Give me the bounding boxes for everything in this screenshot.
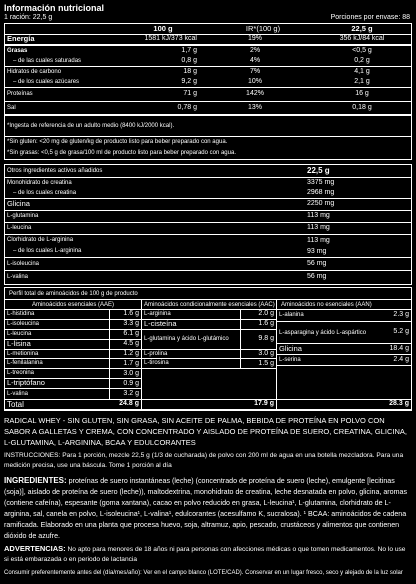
other-row-creatine	[5, 178, 411, 199]
conditional-column	[142, 310, 277, 399]
nutrient-value-100g: 71 g	[183, 90, 197, 98]
ingredient-name: Glicina	[7, 199, 30, 209]
nutrient-ir: 2%	[249, 47, 261, 54]
ingredient-value: 2250 mg	[307, 200, 335, 208]
amino-value: 3.2 g	[109, 389, 141, 399]
nutrient-value-100g: 1581 kJ/373 kcal	[144, 35, 197, 43]
ingredients-text: proteínas de suero instantáneas (leche) (concentrado de proteína de suero (leche), emulgente [lecitinas (soja)], aislado de proteína de suero (leche)), maltodextrina, monohidrato de creatina, leche desnatada en polvo, glicina, aromas (contiene cafeína), espesante (goma xantana), cacao en polvo reducido en grasa, L-leucina¹, L-glutamina, clorhidrato de L-arginina, sal, canela en polvo, L-isoleucina¹, L-valina¹, edulcorantes (acesulfamo K, sucralosa). ¹ BCAA: aminoácidos de cadena ramificada. Elaborado en una planta que procesa huevo, soja, altramuz, apio, pescado, crustáceos y alimentos que contienen dióxido de azufre.	[4, 477, 407, 541]
ingredient-name: Monohidrato de creatina	[7, 180, 72, 186]
amino-total-row	[5, 399, 411, 411]
ingredient-value: 3375 mg	[307, 179, 335, 186]
ingredients-label: INGREDIENTES:	[4, 476, 67, 486]
nutrition-row-fat	[5, 46, 411, 67]
amino-name: L-valina	[7, 390, 29, 397]
amino-value: 18.4 g	[389, 344, 409, 352]
ingredient-value: 113 mg	[307, 212, 330, 220]
total-label: Total	[7, 399, 24, 409]
best-before: Consumir preferentemente antes del (día/mes/año): Ver en el campo blanco (LOTE/CAD). Conservar en un lugar fresco, seco y alejado de la luz solar	[4, 570, 403, 577]
amino-profile-table	[4, 287, 412, 411]
nutrition-row-protein	[5, 88, 411, 102]
total-conditional: 17.9 g	[142, 400, 277, 409]
ingredients	[4, 475, 412, 542]
ingredient-value: 93 mg	[307, 248, 327, 255]
nutrient-name: – de las cuales saturadas	[13, 58, 82, 64]
nutrient-name: Hidratos de carbono	[7, 69, 62, 75]
ingredient-name: L-glutamina	[7, 213, 39, 220]
amino-name: L-fenilalanina	[7, 360, 43, 367]
nutrition-title: Información nutricional	[4, 3, 105, 13]
amino-row	[277, 322, 411, 344]
amino-value: 4.5 g	[109, 340, 141, 349]
amino-value: 2.3 g	[393, 311, 409, 319]
nutrient-name: – de los cuales azúcares	[13, 79, 80, 85]
nutrient-name: Grasas	[7, 48, 28, 54]
amino-name: L-lisina	[7, 338, 31, 348]
amino-value: 1.7 g	[109, 359, 141, 368]
nonessential-header: Aminoácidos no esenciales (AAN)	[281, 302, 372, 308]
nutrient-ir: 142%	[246, 90, 264, 98]
amino-value: 3.0 g	[109, 369, 141, 378]
amino-name: L-treonina	[7, 370, 35, 377]
amino-row	[277, 344, 411, 355]
other-row-glycine	[5, 199, 411, 211]
other-ingredients-table	[4, 164, 412, 285]
nutrient-ir: 4%	[249, 57, 261, 64]
amino-name: L-cisteína	[144, 319, 177, 329]
amino-row	[5, 350, 141, 360]
nutrient-value-100g: 9,2 g	[181, 78, 197, 85]
amino-name: L-arginina	[144, 311, 171, 317]
other-ingredients-title: Otros ingredientes activos añadidos	[7, 167, 103, 174]
amino-row	[277, 355, 411, 366]
nutrient-ir: 13%	[247, 103, 262, 111]
ingredient-value: 56 mg	[307, 259, 327, 267]
col-serving: 22,5 g	[351, 23, 373, 33]
nutrition-row-energy	[5, 35, 411, 46]
nutrient-value-100g: 18 g	[183, 68, 197, 75]
servings-per-container: Porciones por envase: 88	[330, 14, 410, 21]
amino-row	[5, 389, 141, 399]
nutrient-name: Energía	[7, 34, 35, 44]
amino-body	[5, 310, 411, 399]
warnings-label: ADVERTENCIAS:	[4, 544, 66, 554]
conditional-header: Aminoácidos condicionalmente esenciales (AAC)	[142, 300, 277, 309]
footnote-fat: *Sin grasas: <0,5 g de grasa/100 ml de producto listo para beber preparado con agua.	[7, 150, 236, 156]
ingredient-value: 56 mg	[307, 273, 327, 281]
amino-name: L-tirosina	[144, 360, 169, 367]
amino-name: L-isoleucina	[7, 320, 40, 327]
nutrition-table	[4, 23, 412, 160]
nonessential-column	[277, 310, 411, 399]
col-100g: 100 g	[153, 23, 173, 33]
nutrient-value-100g: 1,7 g	[181, 47, 197, 54]
essential-header: Aminoácidos esenciales (AAE)	[5, 300, 142, 309]
other-row-leucine	[5, 223, 411, 235]
nutrient-value-serving: 356 kJ/84 kcal	[339, 35, 385, 43]
amino-row	[142, 359, 276, 369]
amino-value: 2.0 g	[240, 310, 276, 319]
amino-value: 2.4 g	[393, 355, 409, 363]
nutrient-name: Sal	[7, 104, 16, 111]
amino-name: L-glutamina y ácido L-glutámico	[144, 335, 229, 342]
amino-row	[5, 310, 141, 320]
nutrition-row-salt	[5, 102, 411, 116]
amino-value: 6.1 g	[109, 330, 141, 339]
ingredient-name: – de los cuales L-arginina	[13, 248, 82, 254]
amino-value: 3.0 g	[240, 350, 276, 359]
nutrition-label	[4, 3, 412, 578]
nutrient-value-serving: 0,2 g	[354, 57, 370, 64]
nutrient-value-100g: 0,78 g	[177, 103, 197, 111]
warnings	[4, 544, 412, 565]
nutrient-ir: 7%	[249, 68, 261, 75]
amino-name: L-histidina	[7, 311, 35, 317]
amino-name: L-alanina	[279, 312, 304, 319]
amino-value: 1.6 g	[240, 320, 276, 329]
nutrient-value-serving: 2,1 g	[354, 78, 370, 85]
nutrient-ir: 10%	[247, 78, 262, 85]
other-value-header: 22,5 g	[307, 166, 330, 176]
portion-row	[4, 14, 412, 23]
amino-row	[142, 320, 276, 330]
amino-value: 3.3 g	[109, 320, 141, 329]
amino-value: 5.2 g	[393, 328, 409, 336]
total-essential: 24.8 g	[119, 400, 139, 408]
amino-headers-row	[5, 300, 411, 310]
ingredient-value: 113 mg	[307, 224, 330, 232]
amino-name: L-leucina	[7, 330, 32, 337]
ingredient-name: L-leucina	[7, 225, 32, 232]
nutrient-value-serving: 4,1 g	[354, 68, 370, 75]
amino-value: 1.2 g	[109, 350, 141, 359]
amino-name: L-serina	[279, 356, 301, 363]
essential-column	[5, 310, 142, 399]
amino-row	[142, 350, 276, 360]
nutrient-value-100g: 0,8 g	[181, 57, 197, 64]
amino-value: 1.6 g	[109, 310, 141, 319]
amino-row	[277, 310, 411, 322]
amino-name: Glicina	[279, 343, 302, 353]
ingredient-name: L-valina	[7, 274, 29, 281]
nutrient-name: Proteínas	[7, 91, 33, 98]
amino-name: L-triptófano	[7, 378, 45, 388]
portion-size: 1 ración: 22,5 g	[4, 14, 53, 21]
nutrition-header-row	[5, 24, 411, 35]
amino-value: 1.5 g	[240, 359, 276, 368]
ingredient-name: – de los cuales creatina	[13, 190, 77, 196]
amino-row	[142, 330, 276, 350]
nutrient-value-serving: 0,18 g	[352, 103, 372, 111]
other-row-arginine	[5, 235, 411, 258]
ingredient-value: 113 mg	[307, 237, 330, 244]
footnote-gluten: *Sin gluten: <20 mg de gluten/kg de producto listo para beber preparado con agua.	[7, 139, 228, 145]
amino-name: L-metionina	[7, 350, 39, 357]
nutrient-value-serving: 16 g	[355, 90, 369, 98]
other-row-glutamine	[5, 211, 411, 223]
amino-profile-title: Perfil total de aminoácidos de 100 g de producto	[5, 288, 411, 300]
instructions: INSTRUCCIONES: Para 1 porción, mezcle 22,5 g (1/3 de cucharada) de polvo con 200 ml de agua en una botella mezcladora. Para una medición precisa, use una báscula. Tome 1 porción al día	[4, 452, 404, 470]
footnote-ir: *Ingesta de referencia de un adulto medio (8400 kJ/2000 kcal).	[5, 116, 411, 137]
ingredient-name: Clorhidrato de L-arginina	[7, 237, 74, 243]
amino-row	[5, 359, 141, 369]
ingredient-value: 2968 mg	[307, 189, 335, 196]
product-description: RADICAL WHEY - SIN GLUTEN, SIN GRASA, SIN ACEITE DE PALMA, BEBIDA DE PROTEÍNA EN POLVO CON SABOR A GALLETAS Y CREMA, CON CONCENTRADO Y AISLADO DE PROTEÍNA DE SUERO, CREATINA, GLICINA, L-GLUTAMINA, L-ARGININA, BCAA Y EDULCORANTES	[4, 416, 408, 448]
warnings-text: No apto para menores de 18 años ni para personas con afecciones médicas o que tomen medicamentos. No lo use si está embarazada o en periodo de lactancia	[4, 546, 406, 564]
other-row-isoleucine	[5, 258, 411, 271]
other-header-row	[5, 165, 411, 178]
other-row-valine	[5, 271, 411, 284]
amino-row	[5, 340, 141, 350]
amino-row	[5, 320, 141, 330]
amino-row	[5, 379, 141, 389]
nutrient-ir: 19%	[247, 35, 262, 43]
ingredient-name: L-isoleucina	[7, 260, 40, 267]
amino-value: 9.8 g	[240, 330, 276, 349]
nutrition-row-carbs	[5, 67, 411, 88]
amino-name: L-prolina	[144, 350, 168, 357]
total-nonessential: 28.3 g	[389, 400, 409, 408]
amino-value: 0.9 g	[109, 379, 141, 388]
amino-name: L-asparagina y ácido L-aspártico	[279, 329, 367, 336]
col-ir: IR*(100 g)	[245, 23, 281, 33]
nutrient-value-serving: <0,5 g	[352, 47, 372, 54]
